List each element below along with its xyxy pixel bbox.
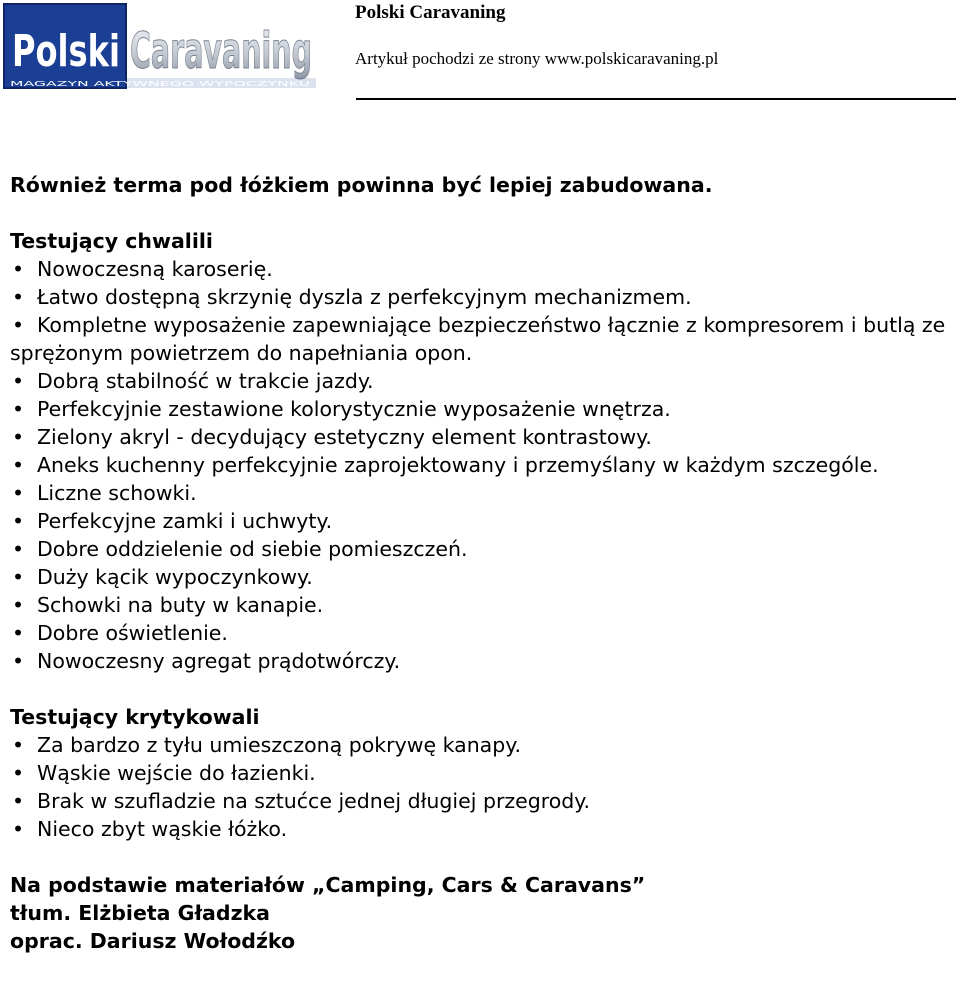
praised-item-text: Zielony akryl - decydujący estetyczny element kontrastowy. xyxy=(37,425,652,449)
praised-item xyxy=(10,451,950,479)
bullet-icon: • xyxy=(12,565,25,589)
praised-item-text: Nowoczesną karoserię. xyxy=(37,257,273,281)
criticized-item-text: Za bardzo z tyłu umieszczoną pokrywę kanapy. xyxy=(37,733,521,757)
praised-item-text: Łatwo dostępną skrzynię dyszla z perfekcyjnym mechanizmem. xyxy=(37,285,692,309)
polski-caravaning-logo xyxy=(4,4,316,90)
intro-paragraph: Również terma pod łóżkiem powinna być lepiej zabudowana. xyxy=(10,173,713,197)
praised-item xyxy=(10,423,950,451)
bullet-icon: • xyxy=(12,425,25,449)
praised-item-text: Dobrą stabilność w trakcie jazdy. xyxy=(37,369,374,393)
praised-item-text: Perfekcyjnie zestawione kolorystycznie wyposażenie wnętrza. xyxy=(37,397,671,421)
praised-item xyxy=(10,311,950,367)
praised-item-text: Perfekcyjne zamki i uchwyty. xyxy=(37,509,333,533)
praised-item-text: Kompletne wyposażenie zapewniające bezpieczeństwo łącznie z kompresorem i butlą ze sprężonym powietrzem do napełniania opon. xyxy=(10,313,946,365)
bullet-icon: • xyxy=(12,537,25,561)
bullet-icon: • xyxy=(12,481,25,505)
praised-item-text: Dobre oddzielenie od siebie pomieszczeń. xyxy=(37,537,468,561)
praised-item-text: Liczne schowki. xyxy=(37,481,197,505)
praised-item xyxy=(10,647,950,675)
spacer xyxy=(10,199,950,227)
praised-item-text: Dobre oświetlenie. xyxy=(37,621,228,645)
header-divider xyxy=(356,98,956,100)
praised-item xyxy=(10,255,950,283)
praised-item xyxy=(10,563,950,591)
bullet-icon: • xyxy=(12,313,25,337)
criticized-list xyxy=(10,731,950,843)
praised-list xyxy=(10,255,950,675)
criticized-item xyxy=(10,815,950,843)
bullet-icon: • xyxy=(12,509,25,533)
svg-text:Caravaning: Caravaning xyxy=(130,22,312,80)
praised-item xyxy=(10,591,950,619)
article-body xyxy=(10,171,950,955)
praised-item xyxy=(10,367,950,395)
bullet-icon: • xyxy=(12,397,25,421)
bullet-icon: • xyxy=(12,733,25,757)
bullet-icon: • xyxy=(12,593,25,617)
criticized-item xyxy=(10,759,950,787)
criticized-heading: Testujący krytykowali xyxy=(10,705,260,729)
criticized-item-text: Wąskie wejście do łazienki. xyxy=(37,761,316,785)
bullet-icon: • xyxy=(12,285,25,309)
praised-item-text: Duży kącik wypoczynkowy. xyxy=(37,565,313,589)
praised-item xyxy=(10,395,950,423)
bullet-icon: • xyxy=(12,649,25,673)
bullet-icon: • xyxy=(12,453,25,477)
svg-text:Polski: Polski xyxy=(12,26,120,77)
praised-item xyxy=(10,479,950,507)
spacer xyxy=(10,843,950,871)
bullet-icon: • xyxy=(12,761,25,785)
site-name: Polski Caravaning xyxy=(355,2,506,23)
bullet-icon: • xyxy=(12,621,25,645)
praised-item xyxy=(10,283,950,311)
criticized-item-text: Nieco zbyt wąskie łóżko. xyxy=(37,817,288,841)
praised-item xyxy=(10,535,950,563)
praised-item-text: Nowoczesny agregat prądotwórczy. xyxy=(37,649,401,673)
criticized-item-text: Brak w szufladzie na sztućce jednej długiej przegrody. xyxy=(37,789,591,813)
spacer xyxy=(10,675,950,703)
praised-item xyxy=(10,619,950,647)
praised-item xyxy=(10,507,950,535)
bullet-icon: • xyxy=(12,817,25,841)
bullet-icon: • xyxy=(12,257,25,281)
credit-translator: tłum. Elżbieta Gładzka xyxy=(10,901,270,925)
svg-text:MAGAZYN AKTYWNEGO WYPOCZYNKU: MAGAZYN AKTYWNEGO WYPOCZYNKU xyxy=(10,80,310,88)
bullet-icon: • xyxy=(12,369,25,393)
credit-source: Na podstawie materiałów „Camping, Cars & Caravans” xyxy=(10,873,646,897)
criticized-item xyxy=(10,731,950,759)
credits xyxy=(10,871,950,955)
praised-heading: Testujący chwalili xyxy=(10,229,213,253)
praised-item-text: Aneks kuchenny perfekcyjnie zaprojektowany i przemyślany w każdym szczególe. xyxy=(37,453,879,477)
praised-item-text: Schowki na buty w kanapie. xyxy=(37,593,324,617)
source-line: Artykuł pochodzi ze strony www.polskicaravaning.pl xyxy=(355,49,719,68)
criticized-item xyxy=(10,787,950,815)
credit-editor: oprac. Dariusz Wołodźko xyxy=(10,929,296,953)
bullet-icon: • xyxy=(12,789,25,813)
